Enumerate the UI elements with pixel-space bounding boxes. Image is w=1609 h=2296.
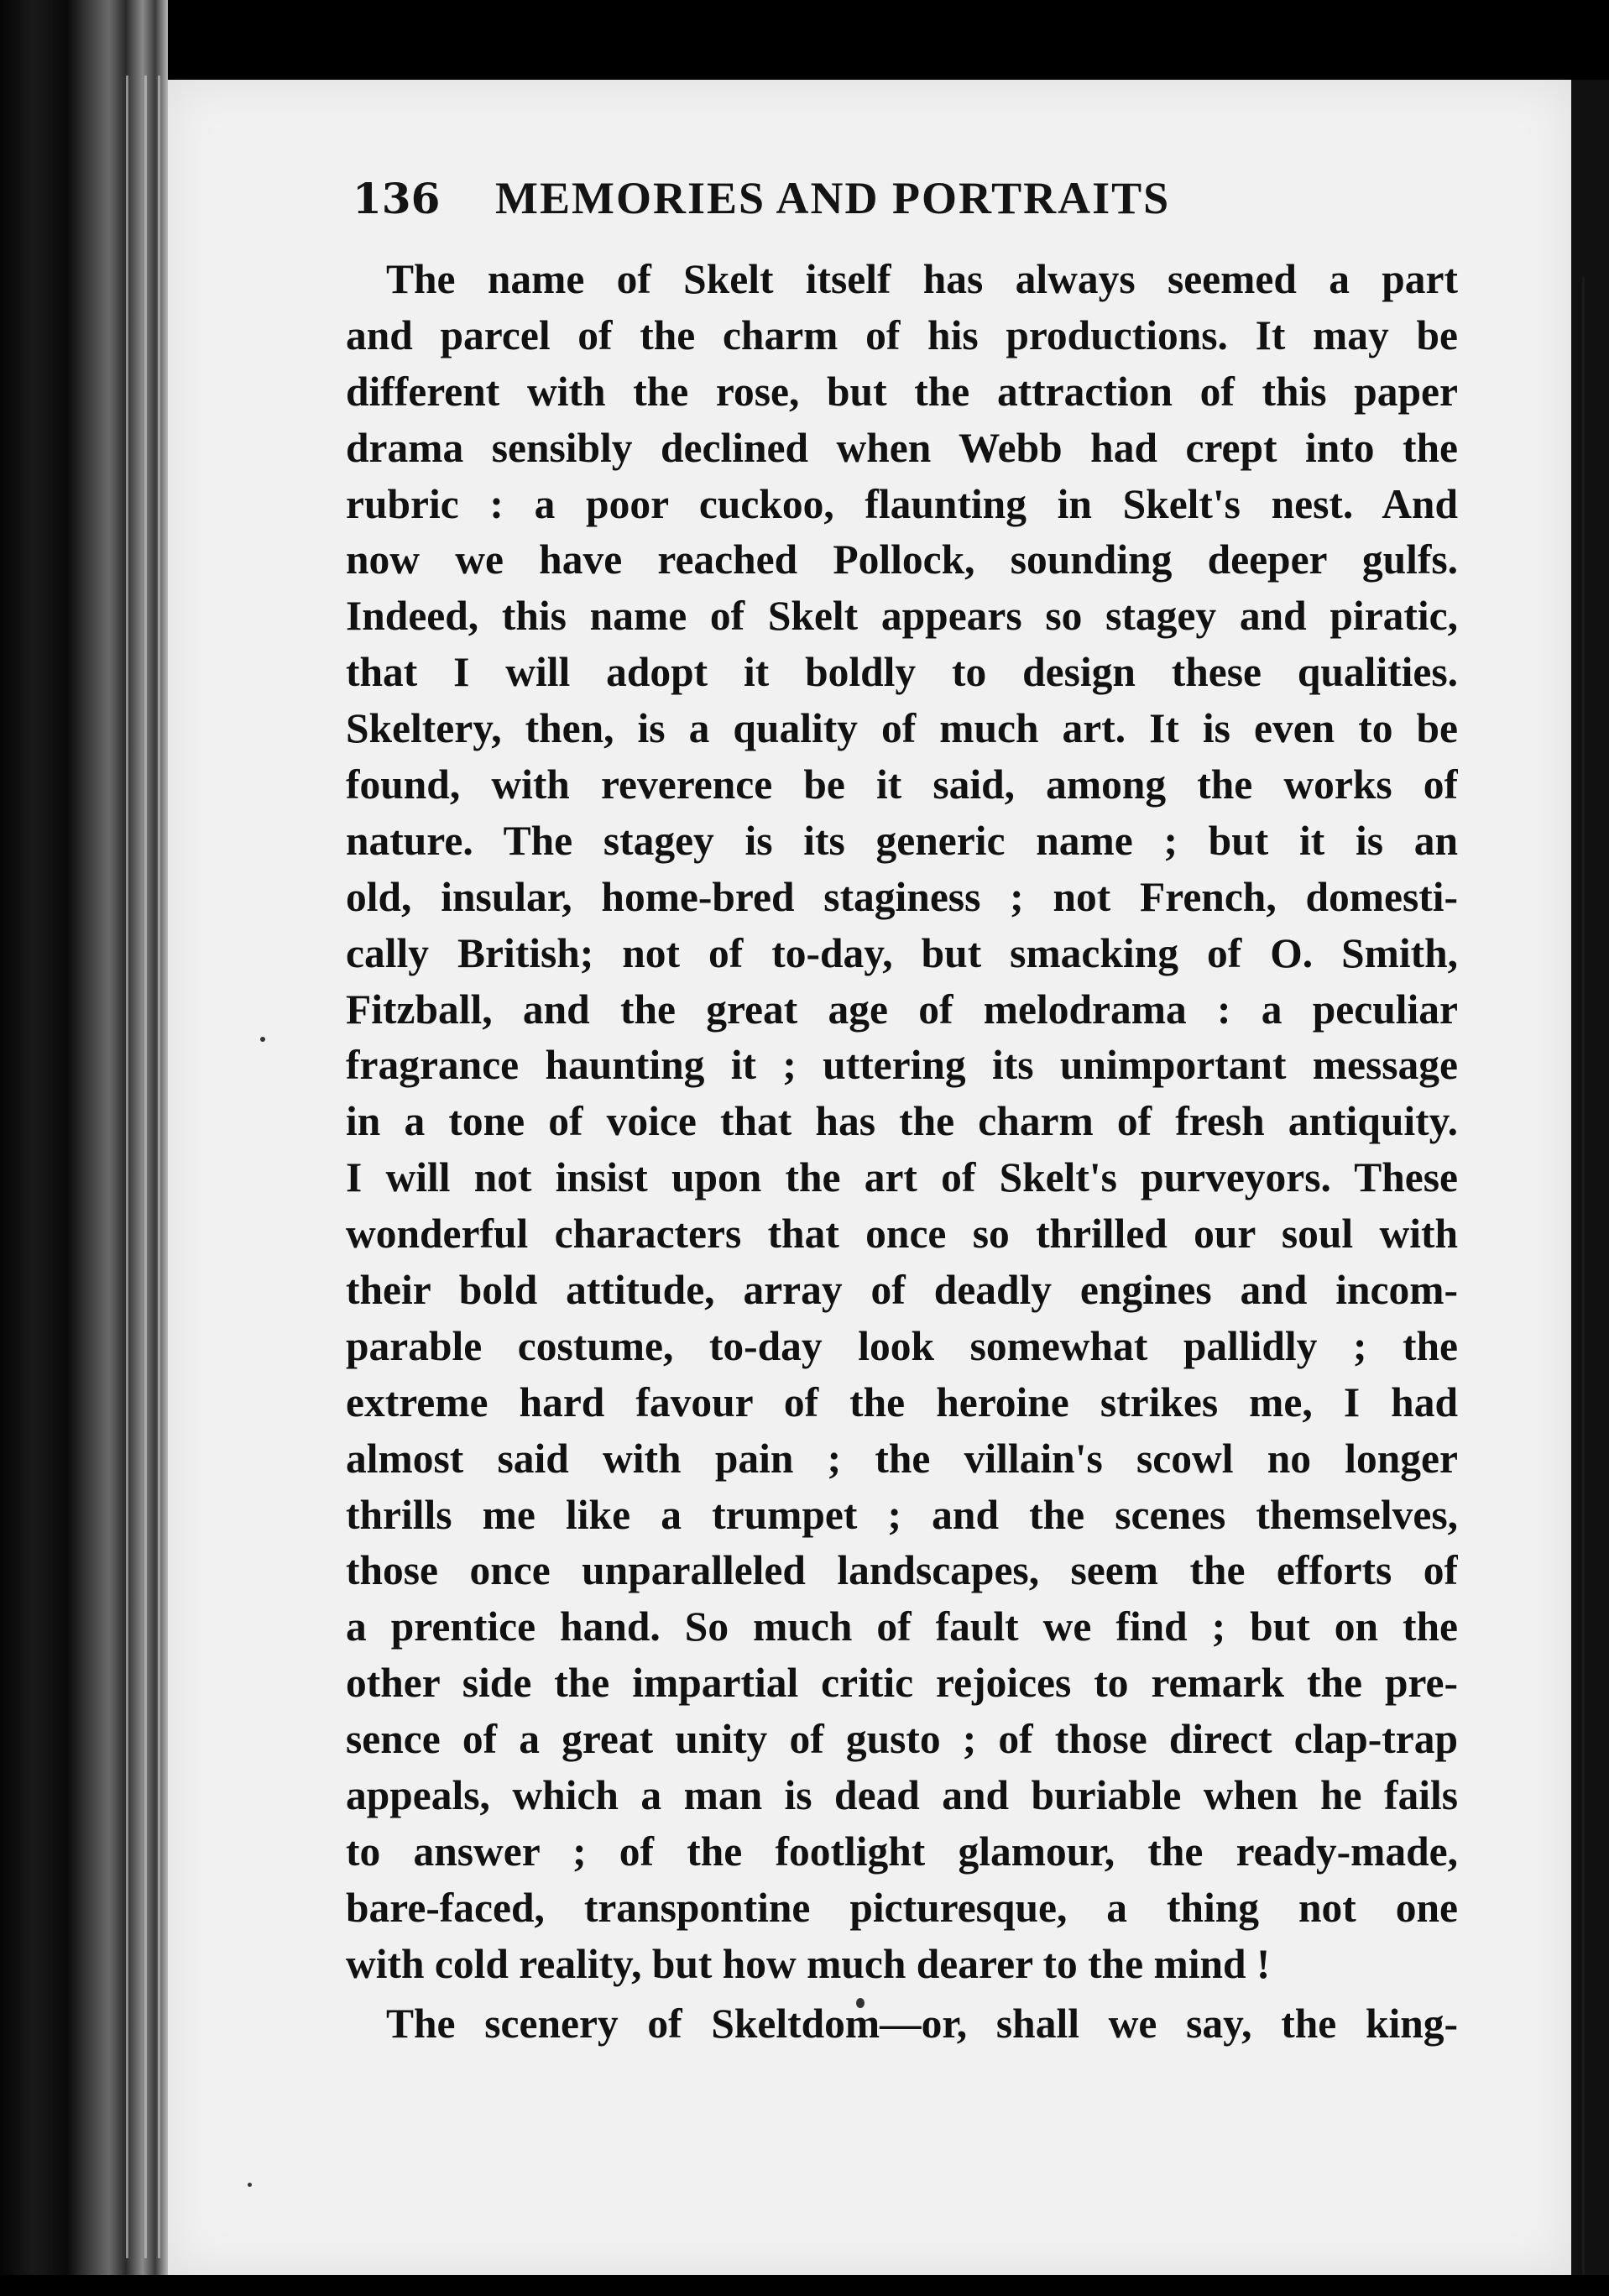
text-line: cally British; not of to-day, but smacking of O. Smith, [346, 929, 1458, 976]
text-line: found, with reverence be it said, among the works of [346, 761, 1458, 808]
text-line: with cold reality, but how much dearer to the mind ! [346, 1940, 1271, 1987]
text-line: and parcel of the charm of his productions. It may be [346, 311, 1458, 358]
text-line: rubric : a poor cuckoo, flaunting in Skelt's nest. And [346, 480, 1458, 527]
text-line: now we have reached Pollock, sounding deeper gulfs. [346, 536, 1458, 583]
text-line: to answer ; of the footlight glamour, the ready-made, [346, 1828, 1458, 1875]
text-line: almost said with pain ; the villain's scowl no longer [346, 1435, 1458, 1482]
scan-bottom-edge [0, 2275, 1609, 2296]
text-line: Fitzball, and the great age of melodrama : a peculiar [346, 986, 1458, 1033]
scan-speck [248, 2183, 252, 2187]
text-line: other side the impartial critic rejoices to remark the pre- [346, 1660, 1458, 1707]
gutter-rule [158, 76, 160, 2258]
text-line: Skeltery, then, is a quality of much art. It is even to be [346, 705, 1458, 752]
text-line: parable costume, to-day look somewhat pallidly ; the [346, 1322, 1458, 1369]
body-text [346, 252, 1458, 2053]
running-head [353, 172, 1301, 239]
text-line: fragrance haunting it ; uttering its unimportant message [346, 1042, 1458, 1089]
text-line: drama sensibly declined when Webb had crept into the [346, 424, 1458, 471]
text-line: I will not insist upon the art of Skelt's purveyors. These [346, 1154, 1458, 1201]
text-line: different with the rose, but the attraction of this paper [346, 368, 1458, 415]
scan-right-edge [1571, 80, 1609, 2296]
scan-speck [260, 1037, 265, 1042]
text-line: a prentice hand. So much of fault we find ; but on the [346, 1603, 1458, 1650]
text-line: The name of Skelt itself has always seemed a part [386, 256, 1458, 302]
page-title: MEMORIES AND PORTRAITS [495, 173, 1171, 223]
gutter-rule [144, 76, 147, 2258]
text-line: Indeed, this name of Skelt appears so stagey and piratic, [346, 593, 1458, 640]
book-gutter [0, 0, 168, 2296]
text-line: their bold attitude, array of deadly engines and incom- [346, 1267, 1458, 1314]
text-line: nature. The stagey is its generic name ; but it is an [346, 817, 1458, 864]
text-line: in a tone of voice that has the charm of fresh antiquity. [346, 1098, 1458, 1145]
page-number: 136 [353, 174, 441, 223]
text-line: The scenery of Skeltdom—or, shall we say, the king- [386, 2000, 1458, 2047]
text-line: wonderful characters that once so thrilled our soul with [346, 1211, 1458, 1258]
text-line: sence of a great unity of gusto ; of those direct clap-trap [346, 1716, 1458, 1763]
gutter-rule [126, 76, 128, 2258]
paragraph [346, 252, 1458, 1993]
paragraph [346, 1996, 1458, 2053]
text-line: extreme hard favour of the heroine strikes me, I had [346, 1378, 1458, 1425]
scan-right-rule [1582, 277, 1585, 2275]
text-line: those once unparalleled landscapes, seem the efforts of [346, 1547, 1458, 1594]
text-line: that I will adopt it boldly to design these qualities. [346, 649, 1458, 696]
text-line: thrills me like a trumpet ; and the scenes themselves, [346, 1491, 1458, 1538]
text-line: appeals, which a man is dead and buriable when he fails [346, 1772, 1458, 1819]
text-line: old, insular, home-bred staginess ; not French, domesti- [346, 873, 1458, 920]
text-line: bare-faced, transpontine picturesque, a thing not one [346, 1884, 1458, 1931]
